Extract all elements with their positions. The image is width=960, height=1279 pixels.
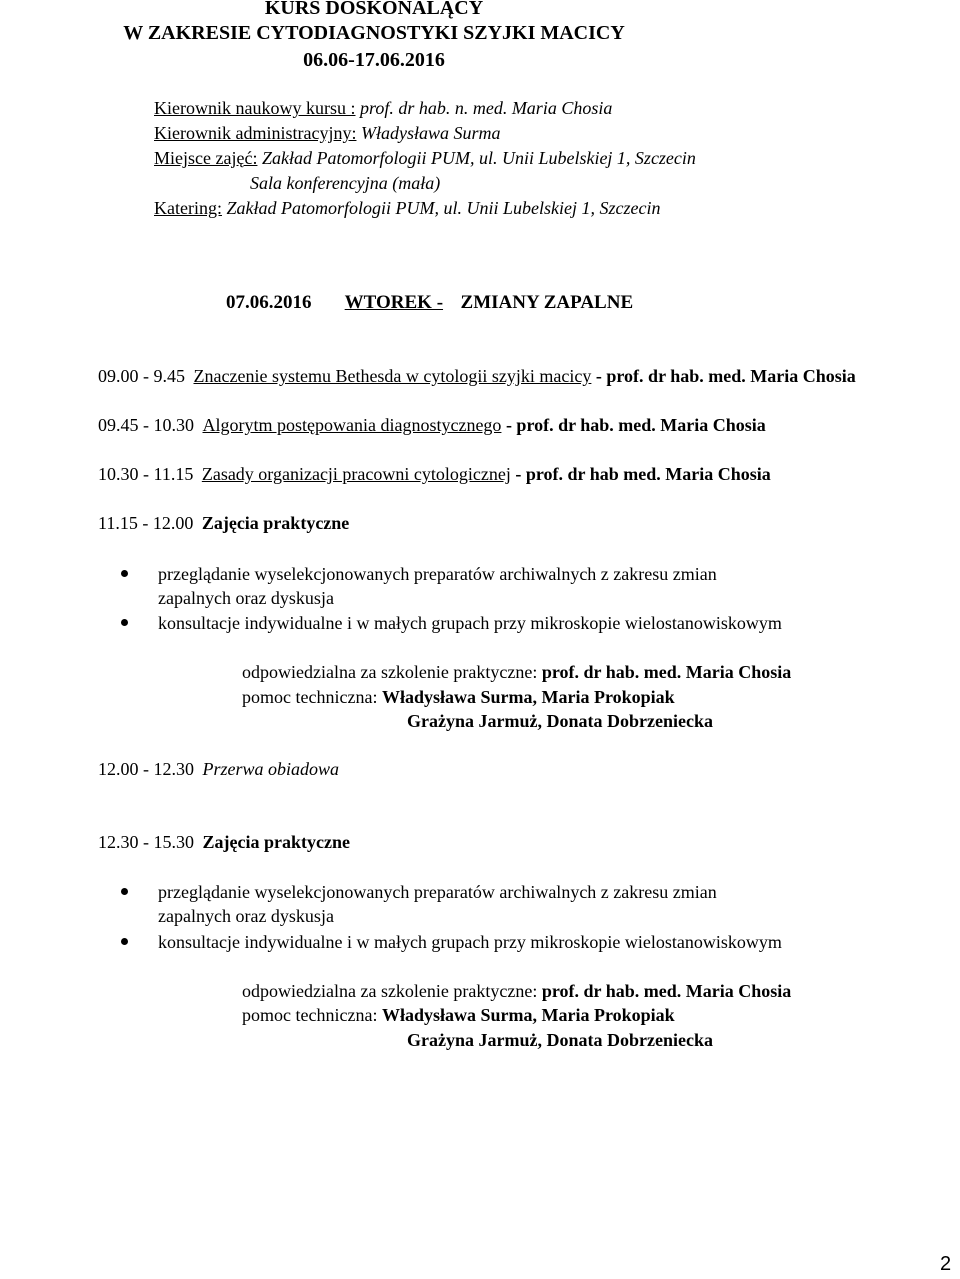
session-lecturer: - prof. dr hab med. Maria Chosia — [515, 464, 771, 484]
day-topic: ZMIANY ZAPALNE — [460, 292, 634, 313]
practical-heading — [98, 831, 350, 853]
responsible-label: odpowiedzialna za szkolenie praktyczne: — [242, 662, 538, 682]
bullet-icon — [121, 938, 128, 945]
day-date: 07.06.2016 — [226, 292, 312, 313]
practical-heading — [98, 512, 349, 534]
session-row — [98, 463, 771, 485]
responsible-row — [242, 980, 791, 1002]
tech-value: Władysława Surma, Maria Prokopiak — [381, 687, 675, 707]
lunch-row — [98, 758, 339, 780]
tech-label: pomoc techniczna: — [242, 1005, 378, 1025]
lunch-time: 12.00 - 12.30 — [98, 759, 194, 779]
session-time: 10.30 - 11.15 — [98, 464, 194, 484]
responsible-row — [242, 661, 791, 683]
tech-label: pomoc techniczna: — [242, 687, 378, 707]
session-row — [98, 365, 856, 387]
practical-bullet-line: zapalnych oraz dyskusja — [158, 906, 334, 926]
session-title: Zasady organizacji pracowni cytologicznej — [201, 464, 511, 484]
tech-row — [242, 686, 675, 708]
bullet-icon — [121, 619, 128, 626]
place-room: Sala konferencyjna (mała) — [250, 173, 441, 193]
practical-bullet-line: przeglądanie wyselekcjonowanych preparatów archiwalnych z zakresu zmian — [158, 882, 717, 902]
responsible-label: odpowiedzialna za szkolenie praktyczne: — [242, 981, 538, 1001]
catering-row — [154, 197, 660, 219]
course-title-line2: W ZAKRESIE CYTODIAGNOSTYKI SZYJKI MACICY — [123, 22, 625, 44]
session-time: 09.45 - 10.30 — [98, 415, 194, 435]
course-dates: 06.06-17.06.2016 — [303, 49, 445, 71]
practical-title: Zajęcia praktyczne — [202, 832, 350, 852]
director-value: prof. dr hab. n. med. Maria Chosia — [359, 98, 613, 118]
place-row — [154, 147, 696, 169]
practical-bullet-line: przeglądanie wyselekcjonowanych preparatów archiwalnych z zakresu zmian — [158, 564, 717, 584]
place-value: Zakład Patomorfologii PUM, ul. Unii Lubelskiej 1, Szczecin — [261, 148, 696, 168]
session-lecturer: - prof. dr hab. med. Maria Chosia — [505, 415, 766, 435]
tech-row — [242, 1004, 675, 1026]
course-title-line1: KURS DOSKONALĄCY — [264, 0, 484, 19]
tech-value: Grażyna Jarmuż, Donata Dobrzeniecka — [407, 711, 713, 731]
place-label: Miejsce zajęć: — [154, 148, 258, 168]
page-number: 2 — [940, 1253, 952, 1275]
practical-time: 12.30 - 15.30 — [98, 832, 194, 852]
session-row — [98, 414, 766, 436]
practical-bullet-line: zapalnych oraz dyskusja — [158, 588, 334, 608]
day-weekday: WTOREK - — [344, 292, 444, 313]
lunch-title: Przerwa obiadowa — [202, 759, 340, 779]
admin-row — [154, 122, 500, 144]
admin-label: Kierownik administracyjny: — [154, 123, 357, 143]
day-heading — [226, 292, 633, 314]
session-lecturer: - prof. dr hab. med. Maria Chosia — [595, 366, 856, 386]
session-title: Znaczenie systemu Bethesda w cytologii szyjki macicy — [193, 366, 592, 386]
admin-value: Władysława Surma — [360, 123, 501, 143]
practical-time: 11.15 - 12.00 — [98, 513, 194, 533]
director-label: Kierownik naukowy kursu : — [154, 98, 356, 118]
session-title: Algorytm postępowania diagnostycznego — [202, 415, 502, 435]
tech-value: Władysława Surma, Maria Prokopiak — [381, 1005, 675, 1025]
responsible-value: prof. dr hab. med. Maria Chosia — [541, 662, 792, 682]
catering-value: Zakład Patomorfologii PUM, ul. Unii Lubelskiej 1, Szczecin — [226, 198, 661, 218]
responsible-value: prof. dr hab. med. Maria Chosia — [541, 981, 792, 1001]
director-row — [154, 97, 612, 119]
session-time: 09.00 - 9.45 — [98, 366, 185, 386]
bullet-icon — [121, 888, 128, 895]
catering-label: Katering: — [154, 198, 222, 218]
practical-bullet-line: konsultacje indywidualne i w małych grupach przy mikroskopie wielostanowiskowym — [158, 613, 782, 633]
practical-title: Zajęcia praktyczne — [201, 513, 350, 533]
bullet-icon — [121, 570, 128, 577]
tech-value: Grażyna Jarmuż, Donata Dobrzeniecka — [407, 1030, 713, 1050]
practical-bullet-line: konsultacje indywidualne i w małych grupach przy mikroskopie wielostanowiskowym — [158, 932, 782, 952]
